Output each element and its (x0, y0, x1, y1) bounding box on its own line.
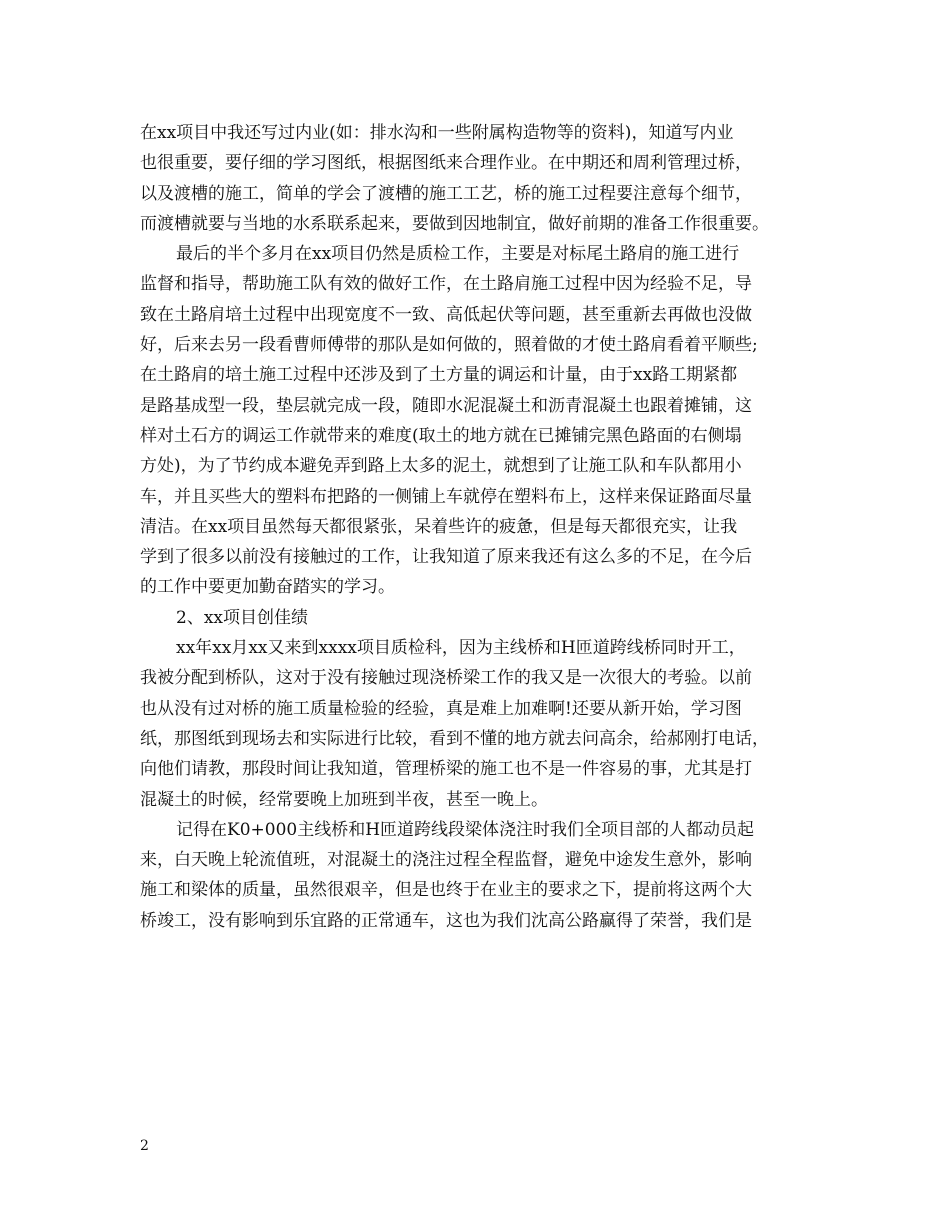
text-line: 桥竣工，没有影响到乐宜路的正常通车，这也为我们沈高公路赢得了荣誉，我们是 (140, 910, 752, 931)
text-line: 也很重要，要仔细的学习图纸，根据图纸来合理作业。在中期还和周利管理过桥， (140, 153, 752, 174)
text-line: 监督和指导，帮助施工队有效的做好工作，在土路肩施工过程中因为经验不足，导 (140, 274, 752, 295)
text-line: 向他们请教，那段时间让我知道，管理桥梁的施工也不是一件容易的事，尤其是打 (140, 759, 752, 780)
text-line: 而渡槽就要与当地的水系联系起来，要做到因地制宜，做好前期的准备工作很重要。 (140, 213, 769, 234)
text-line: 2、xx项目创佳绩 (176, 607, 308, 628)
text-line: 最后的半个多月在xx项目仍然是质检工作，主要是对标尾土路肩的施工进行 (176, 244, 740, 265)
text-line: 的工作中要更加勤奋踏实的学习。 (140, 577, 395, 598)
text-line: 也从没有过对桥的施工质量检验的经验，真是难上加难啊!还要从新开始，学习图 (140, 698, 742, 719)
text-line: 学到了很多以前没有接触过的工作，让我知道了原来我还有这么多的不足，在今后 (140, 547, 752, 568)
text-line: 我被分配到桥队，这对于没有接触过现浇桥梁工作的我又是一次很大的考验。以前 (140, 668, 752, 689)
text-line: 来，白天晚上轮流值班，对混凝土的浇注过程全程监督，避免中途发生意外，影响 (140, 850, 752, 871)
text-line: 致在土路肩培土过程中出现宽度不一致、高低起伏等问题，甚至重新去再做也没做 (140, 304, 752, 325)
text-line: 在xx项目中我还写过内业(如：排水沟和一些附属构造物等的资料)，知道写内业 (140, 123, 734, 143)
text-line: 以及渡槽的施工，简单的学会了渡槽的施工工艺，桥的施工过程要注意每个细节， (140, 183, 752, 204)
text-line: 车，并且买些大的塑料布把路的一侧铺上车就停在塑料布上，这样来保证路面尽量 (140, 486, 752, 507)
text-line: 清洁。在xx项目虽然每天都很紧张，呆着些许的疲惫，但是每天都很充实，让我 (140, 516, 738, 537)
text-line: 样对土石方的调运工作就带来的难度(取土的地方就在已摊铺完黑色路面的右侧塌 (140, 425, 742, 446)
text-line: 在土路肩的培土施工过程中还涉及到了土方量的调运和计量，由于xx路工期紧都 (140, 365, 738, 386)
text-line: 是路基成型一段，垫层就完成一段，随即水泥混凝土和沥青混凝土也跟着摊铺，这 (140, 395, 752, 416)
text-line: 纸，那图纸到现场去和实际进行比较，看到不懂的地方就去问高余，给郝刚打电话， (140, 728, 769, 749)
text-line: 好，后来去另一段看曹师傅带的那队是如何做的，照着做的才使土路肩看着平顺些; (140, 335, 758, 356)
document-body (140, 118, 820, 936)
text-line: 记得在K0+000主线桥和H匝道跨线段梁体浇注时我们全项目部的人都动员起 (176, 819, 755, 840)
text-line: xx年xx月xx又来到xxxx项目质检科，因为主线桥和H匝道跨线桥同时开工， (176, 638, 746, 659)
text-line: 混凝土的时候，经常要晚上加班到半夜，甚至一晚上。 (140, 789, 548, 810)
text-line: 方处)，为了节约成本避免弄到路上太多的泥土，就想到了让施工队和车队都用小 (140, 456, 742, 477)
text-line: 施工和梁体的质量，虽然很艰辛，但是也终于在业主的要求之下，提前将这两个大 (140, 880, 752, 901)
page-number: 2 (140, 1138, 149, 1154)
